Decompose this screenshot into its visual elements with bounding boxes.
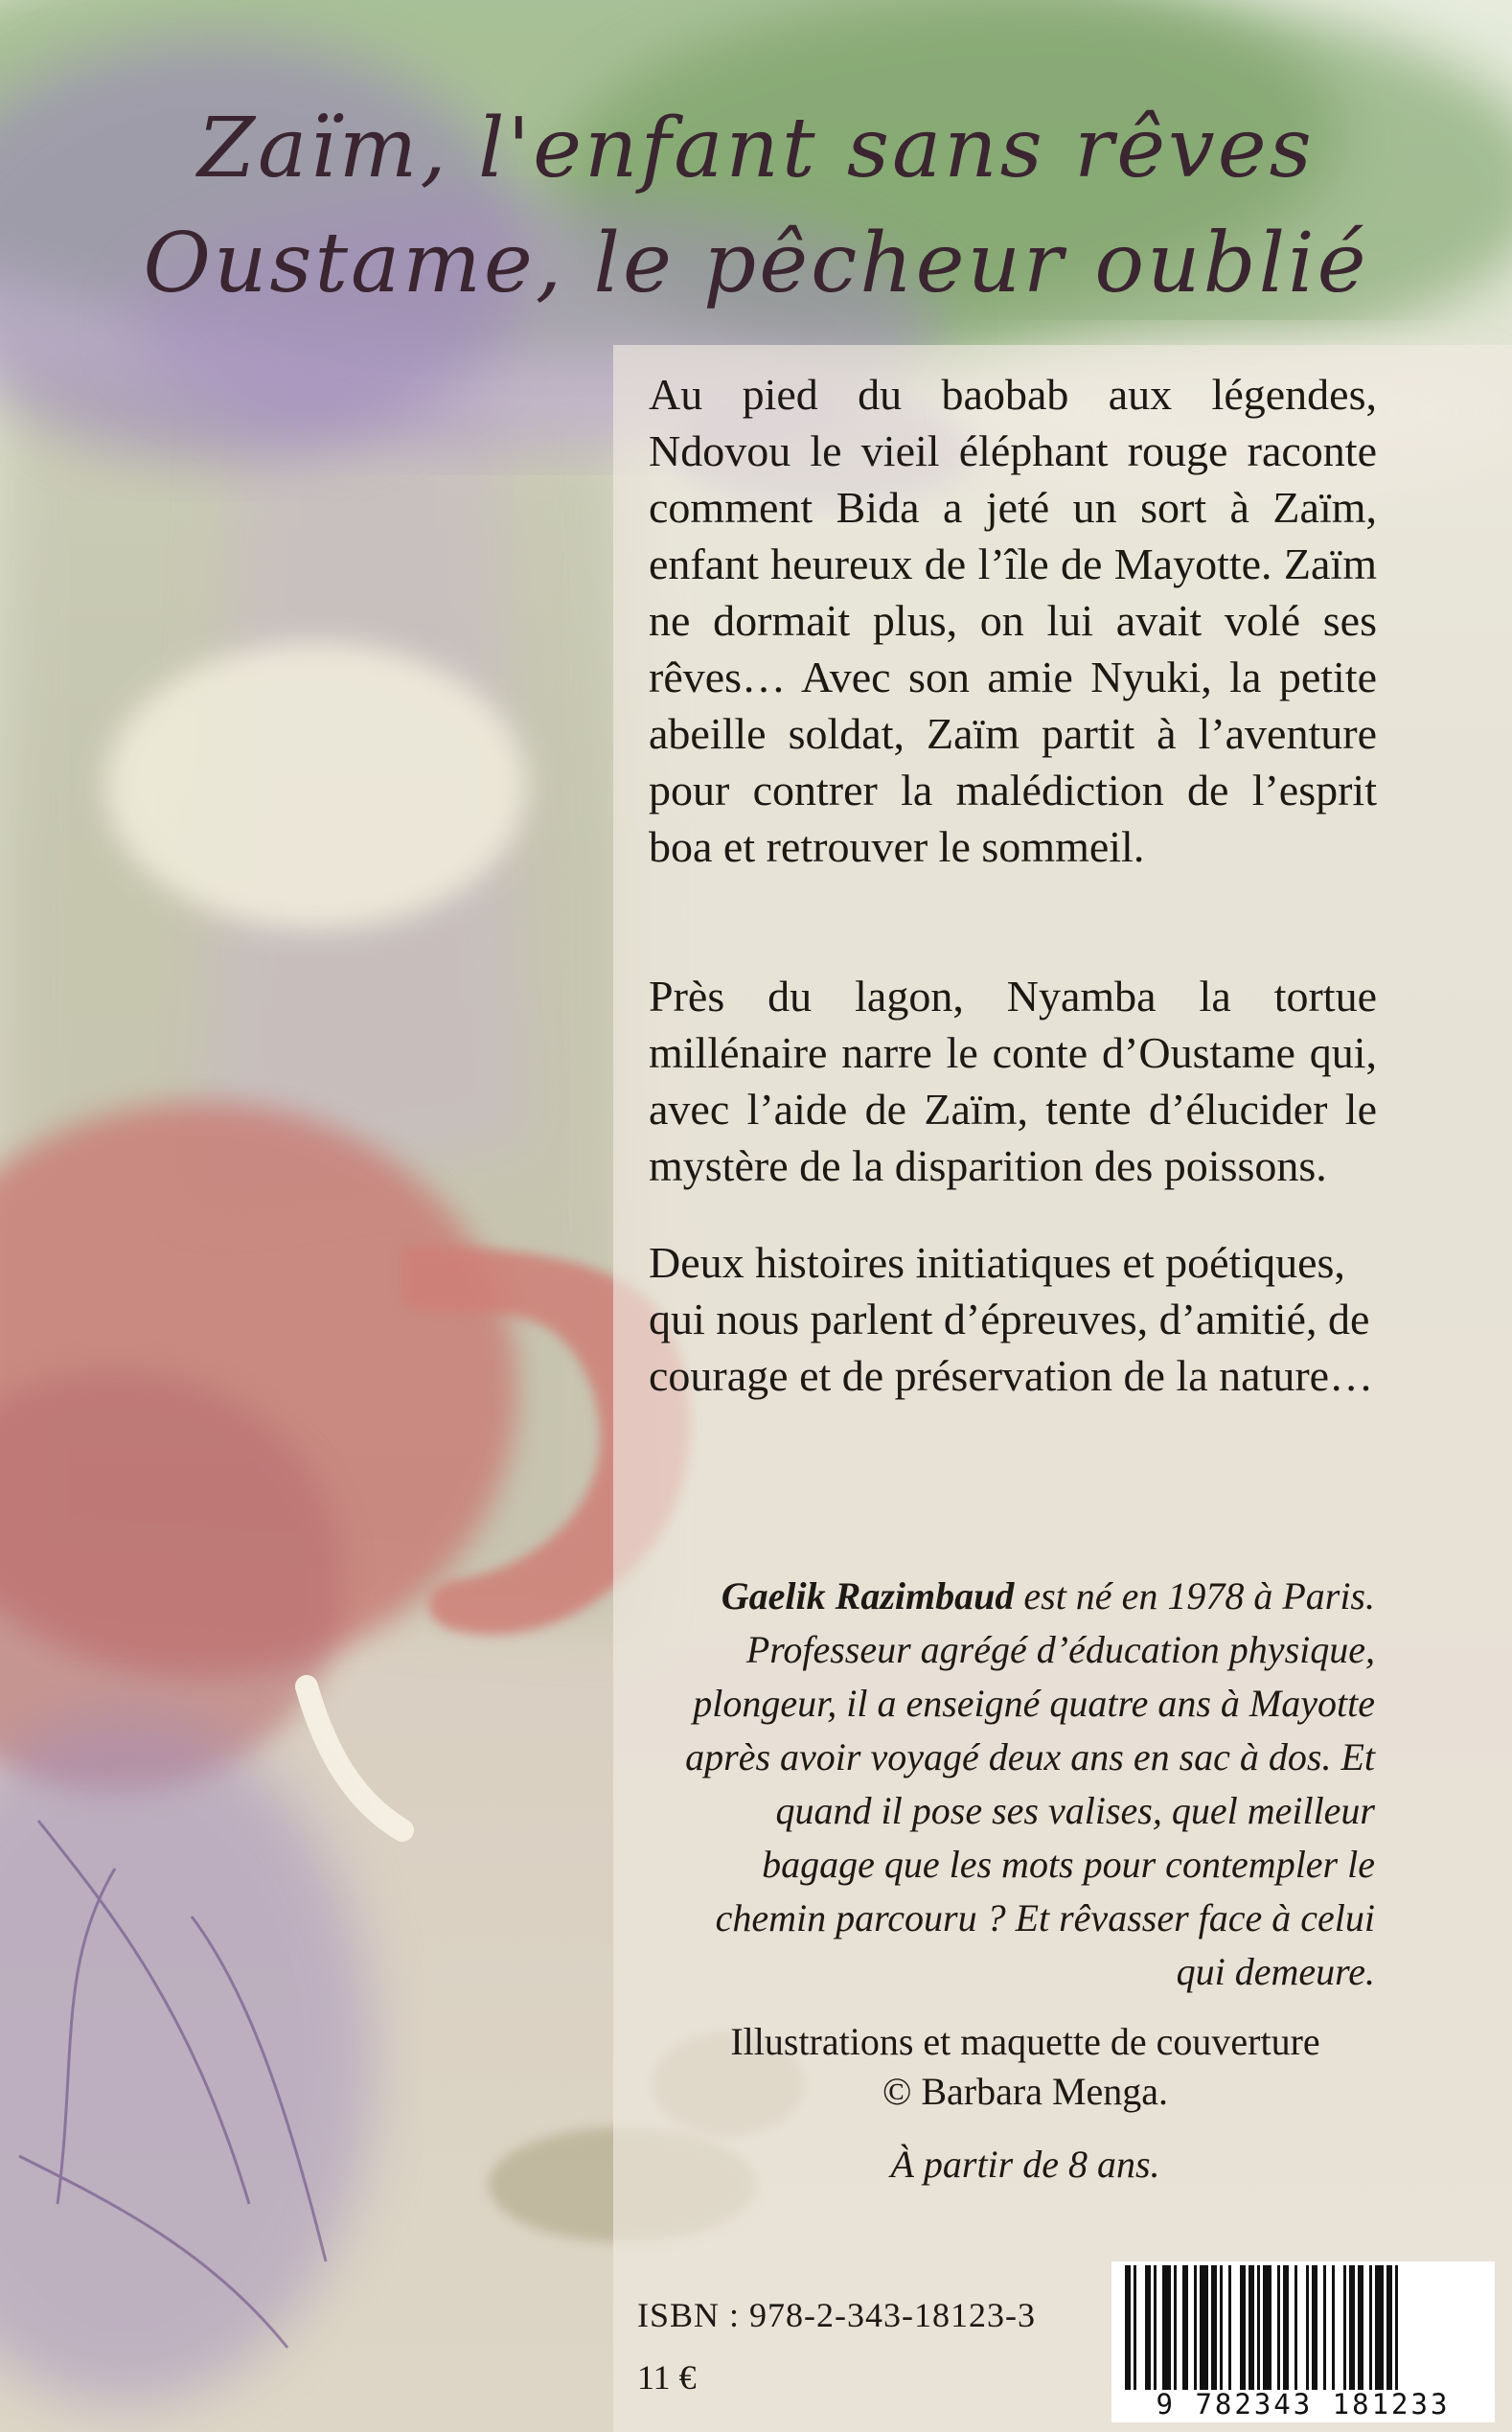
barcode-bar	[1182, 2265, 1188, 2390]
author-name: Gaelik Razimbaud	[721, 1574, 1015, 1618]
credits-line-2: © Barbara Menga.	[882, 2070, 1169, 2113]
barcode	[1111, 2261, 1495, 2422]
barcode-digits: 9 782343 181233	[1156, 2388, 1451, 2421]
barcode-bar	[1386, 2265, 1392, 2390]
barcode-bar	[1294, 2265, 1297, 2390]
barcode-bar	[1323, 2265, 1326, 2390]
barcode-bar	[1375, 2265, 1384, 2390]
barcode-bar	[1211, 2265, 1217, 2390]
barcode-bar	[1306, 2265, 1309, 2390]
credits-line-1: Illustrations et maquette de couverture	[730, 2020, 1320, 2063]
barcode-bar	[1154, 2265, 1157, 2390]
barcode-bar	[1395, 2265, 1398, 2390]
barcode-bar	[1145, 2265, 1151, 2390]
title-line-1: Zaïm, l'enfant sans rêves	[197, 101, 1315, 196]
barcode-bar	[1200, 2265, 1208, 2390]
age-recommendation: À partir de 8 ans.	[890, 2143, 1160, 2186]
author-bio-text: est né en 1978 à Paris. Professeur agrégé d’éducation physique, plongeur, il a enseigné quatre ans à Mayotte après avoir voyagé deux ans en sac à dos. Et quand il pose ses valises, quel meilleur bagage que les mots pour contempler le chemin parcouru ? Et rêvasser face à celui qui demeure.	[685, 1574, 1375, 1993]
barcode-bar	[1174, 2265, 1177, 2390]
barcode-bar	[1277, 2265, 1280, 2390]
barcode-bar	[1220, 2265, 1223, 2390]
barcode-bars	[1111, 2265, 1495, 2390]
barcode-bar	[1125, 2265, 1131, 2390]
barcode-bar	[1369, 2265, 1372, 2390]
blurb-paragraph-3: Deux histoires initiatiques et poétiques, qui nous parlent d’épreuves, d’amitié, de courage et de préservation de la nature…	[649, 1238, 1374, 1400]
barcode-bar	[1194, 2265, 1197, 2390]
barcode-bar	[1263, 2265, 1271, 2390]
author-bio	[685, 1570, 1375, 1999]
price-label: 11 €	[637, 2358, 697, 2397]
title-line-2: Oustame, le pêcheur oublié	[143, 216, 1369, 311]
barcode-bar	[1358, 2265, 1363, 2390]
blurb-paragraph-1: Au pied du baobab aux légendes, Ndovou le vieil éléphant rouge raconte comment Bida a jeté un sort à Zaïm, enfant heureux de l’île de Mayotte. Zaïm ne dormait plus, on lui avait volé ses rêves… Avec son amie Nyuki, la petite abeille soldat, Zaïm partit à l’aventure pour contrer la malédiction de l’esprit boa et retrouver le sommeil.	[649, 370, 1377, 871]
barcode-bar	[1134, 2265, 1136, 2390]
barcode-bar	[1257, 2265, 1260, 2390]
illustration-credits	[680, 2017, 1370, 2117]
isbn-label: ISBN : 978-2-343-18123-3	[637, 2296, 1036, 2334]
barcode-bar	[1349, 2265, 1355, 2390]
barcode-bar	[1332, 2265, 1335, 2390]
barcode-bar	[1228, 2265, 1231, 2390]
barcode-bar	[1162, 2265, 1171, 2390]
blurb-paragraph-2: Près du lagon, Nyamba la tortue millénaire narre le conte d’Oustame qui, avec l’aide de Zaïm, tente d’élucider le mystère de la disparition des poissons.	[649, 972, 1377, 1190]
barcode-bar	[1249, 2265, 1254, 2390]
barcode-bar	[1343, 2265, 1346, 2390]
barcode-bar	[1283, 2265, 1289, 2390]
barcode-bar	[1312, 2265, 1317, 2390]
barcode-bar	[1240, 2265, 1246, 2390]
